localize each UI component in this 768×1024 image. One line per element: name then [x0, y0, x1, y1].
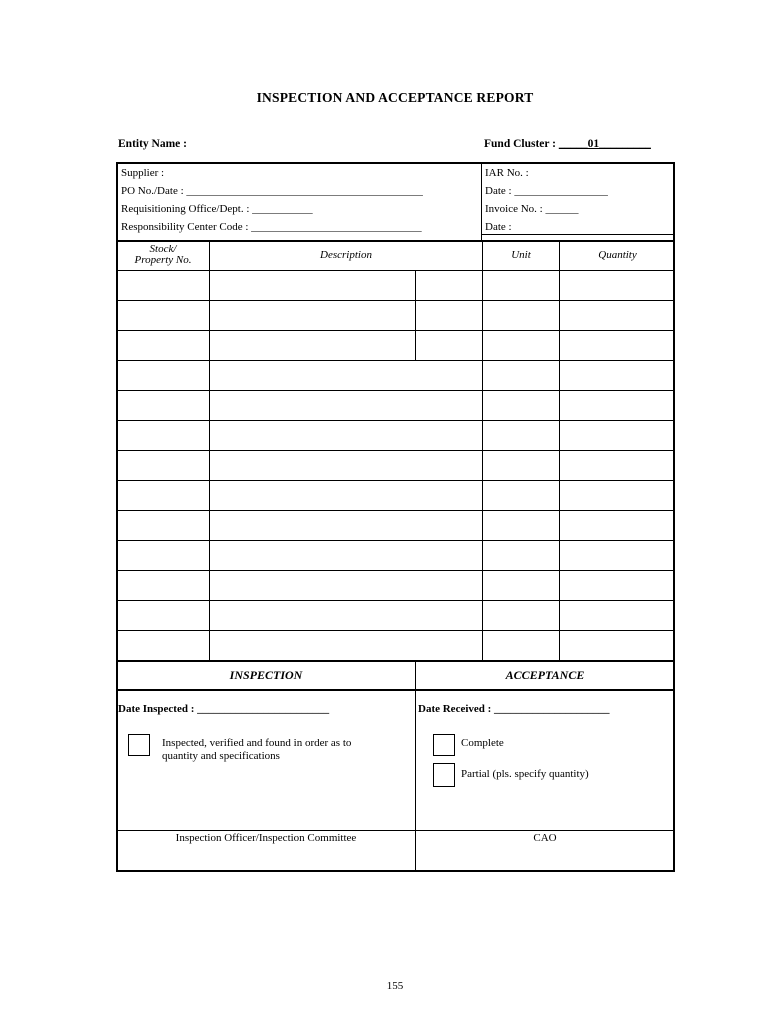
col-line-1: [209, 241, 210, 661]
row-line: [117, 330, 674, 331]
complete-checkbox-label: Complete: [461, 737, 504, 749]
inspected-label-line2: quantity and specifications: [162, 750, 280, 762]
page-number: 155: [386, 980, 404, 992]
inspection-officer-signatory: Inspection Officer/Inspection Committee: [175, 832, 357, 844]
row-line: [117, 480, 674, 481]
invoice-no-field: Invoice No. : ______: [485, 203, 579, 215]
inspected-checkbox-label: [162, 737, 351, 763]
section-header-rule: [117, 689, 674, 691]
inspected-label-line1: Inspected, verified and found in order as to: [162, 737, 352, 749]
partial-checkbox[interactable]: [433, 763, 455, 787]
header-left-fields: [121, 164, 423, 236]
col-line-extra: [415, 271, 416, 361]
row-line: [117, 420, 674, 421]
fund-cluster: [484, 138, 651, 150]
row-line: [117, 360, 674, 361]
col-stock-property: [117, 244, 209, 266]
inspection-heading: INSPECTION: [229, 668, 303, 682]
invoice-date-field: Date :: [485, 221, 512, 233]
header-divider: [481, 163, 482, 241]
supplier-field: Supplier :: [121, 167, 165, 179]
row-line: [117, 540, 674, 541]
date-inspected-field: Date Inspected : ________________________: [118, 703, 330, 715]
row-line: [117, 270, 674, 271]
partial-checkbox-label: Partial (pls. specify quantity): [461, 768, 589, 780]
signature-rule: [117, 830, 674, 831]
responsibility-center-field: Responsibility Center Code : _______________________________: [121, 221, 422, 233]
col-description: Description: [320, 249, 372, 261]
acceptance-heading: ACCEPTANCE: [505, 668, 585, 682]
row-line: [117, 450, 674, 451]
requisitioning-office-field: Requisitioning Office/Dept. : ___________: [121, 203, 313, 215]
report-title: INSPECTION AND ACCEPTANCE REPORT: [256, 90, 534, 105]
header-right-fields: [485, 164, 608, 236]
iar-no-field: IAR No. :: [485, 167, 529, 179]
fund-cluster-value: _____01_________: [558, 138, 651, 150]
fund-cluster-label: Fund Cluster :: [484, 138, 559, 150]
col-unit: Unit: [511, 249, 531, 261]
complete-checkbox[interactable]: [433, 734, 455, 756]
row-line: [117, 630, 674, 631]
col-line-2: [482, 241, 483, 661]
col-line-3: [559, 241, 560, 661]
row-line: [117, 510, 674, 511]
po-date-field: PO No./Date : ___________________________________________: [121, 185, 423, 197]
inspected-checkbox[interactable]: [128, 734, 150, 756]
entity-name-label: Entity Name :: [118, 138, 187, 150]
col-stock-line1: Stock/: [149, 243, 177, 255]
date-received-field: Date Received : _____________________: [418, 703, 610, 715]
items-table: [116, 162, 675, 662]
row-line: [117, 600, 674, 601]
row-line: [117, 570, 674, 571]
row-line: [117, 390, 674, 391]
col-quantity: Quantity: [598, 249, 637, 261]
iar-date-field: Date : _________________: [485, 185, 608, 197]
row-line: [117, 300, 674, 301]
cao-signatory: CAO: [533, 832, 557, 844]
header-bottom-rule: [117, 240, 674, 242]
col-stock-line2: Property No.: [134, 254, 192, 266]
